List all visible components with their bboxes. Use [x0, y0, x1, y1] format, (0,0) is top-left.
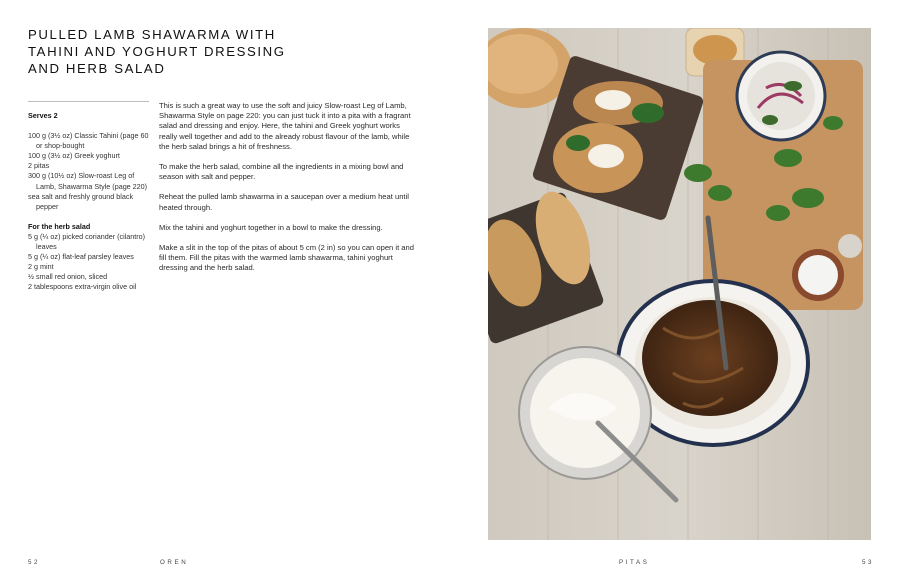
ingredient-item: 2 tablespoons extra-virgin olive oil	[28, 282, 137, 292]
ingredient-list	[28, 111, 153, 293]
method-text	[159, 101, 417, 284]
ingredient-item: 2 pitas	[28, 161, 50, 171]
recipe-title	[28, 26, 288, 77]
ingredient-item: 100 g (3½ oz) Classic Tahini (page 60 or shop-bought	[28, 131, 149, 151]
divider	[28, 101, 149, 102]
running-head-left: OREN	[160, 559, 189, 566]
ingredient-item: 300 g (10½ oz) Slow-roast Leg of Lamb, Shawarma Style (page 220)	[28, 171, 148, 191]
title-line: TAHINI AND YOGHURT DRESSING	[28, 44, 286, 59]
serves-label: Serves 2	[28, 111, 58, 120]
ingredient-item: 100 g (3½ oz) Greek yoghurt	[28, 151, 120, 161]
ingredient-item: ½ small red onion, sliced	[28, 272, 108, 282]
running-head-right: PITAS	[619, 559, 650, 566]
food-photo	[488, 28, 871, 540]
ingredient-item: 5 g (¼ oz) flat-leaf parsley leaves	[28, 252, 134, 262]
method-paragraph: Reheat the pulled lamb shawarma in a saucepan over a medium heat until heated through.	[159, 192, 409, 212]
method-paragraph: To make the herb salad, combine all the ingredients in a mixing bowl and season with salt and pepper.	[159, 162, 404, 182]
method-paragraph: This is such a great way to use the soft and juicy Slow-roast Leg of Lamb, Shawarma Style on page 220: you can just tuck it into a pita with a fragrant salad and dressing and enjoy. Here, the tahini and Greek yoghurt works really well together and add to the already robust flavour of the lamb, while the herb salad brings a hit of freshness.	[159, 101, 411, 151]
herb-salad-heading: For the herb salad	[28, 221, 91, 231]
method-paragraph: Mix the tahini and yoghurt together in a bowl to make the dressing.	[159, 222, 383, 232]
ingredient-item: 2 g mint	[28, 262, 54, 272]
ingredient-item: sea salt and freshly ground black pepper	[28, 191, 134, 211]
ingredient-item: 5 g (¼ oz) picked coriander (cilantro) leaves	[28, 231, 146, 252]
page-number-right: 53	[862, 559, 875, 566]
page-number-left: 52	[28, 559, 41, 566]
title-line: AND HERB SALAD	[28, 61, 166, 76]
method-paragraph: Make a slit in the top of the pitas of about 5 cm (2 in) so you can open it and fill them. Fill the pitas with the warmed lamb shawarma, tahini yoghurt dressing and the herb salad.	[159, 243, 414, 273]
title-line: PULLED LAMB SHAWARMA WITH	[28, 27, 276, 42]
